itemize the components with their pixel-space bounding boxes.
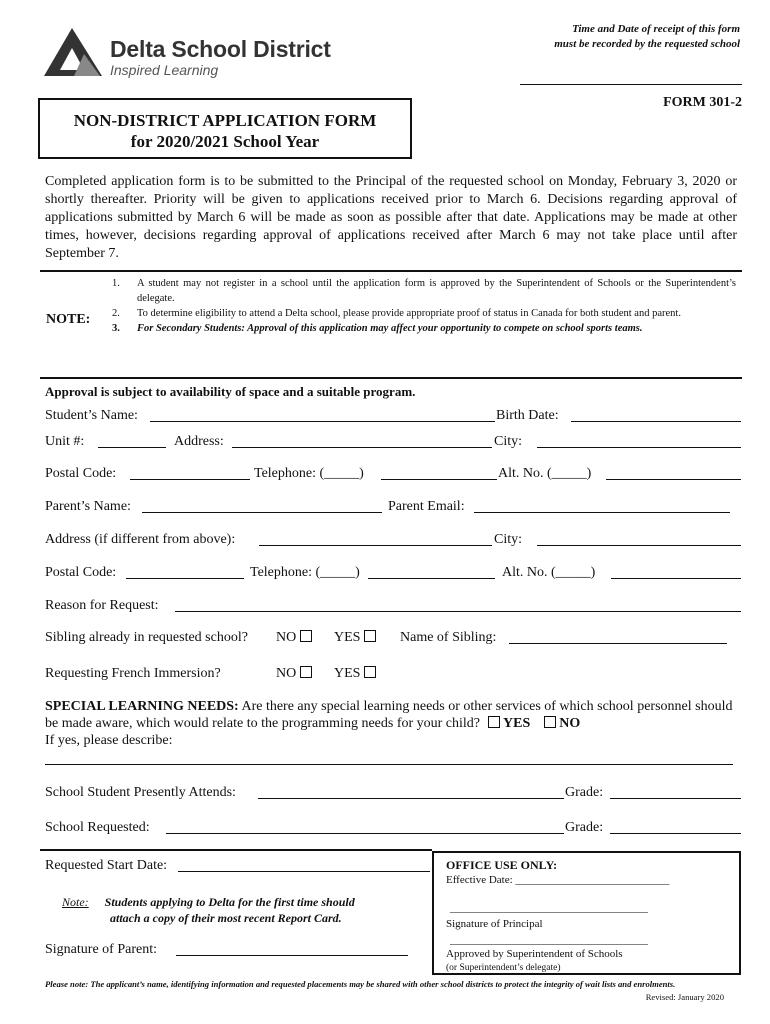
school-requested-field[interactable] [166,833,564,834]
french-no-checkbox[interactable] [300,666,312,678]
form-number: FORM 301-2 [663,95,742,110]
birth-date-label: Birth Date: [496,408,559,423]
sibling-name-field[interactable] [509,643,727,644]
alt-no2-label: Alt. No. (_____) [502,565,596,580]
delegate-label: (or Superintendent’s delegate) [446,963,561,973]
unit-label: Unit #: [45,434,85,449]
note-list [112,276,736,336]
note-label: NOTE: [46,312,91,327]
telephone-label: Telephone: (_____) [254,466,364,481]
student-name-label: Student’s Name: [45,408,138,423]
principal-signature-label: Signature of Principal [446,918,543,930]
address-field[interactable] [232,447,492,448]
special-yes-checkbox[interactable] [488,716,500,728]
postal-code2-label: Postal Code: [45,565,117,580]
approved-by-label: Approved by Superintendent of Schools [446,948,623,960]
french-no-option[interactable]: NO [276,666,312,682]
city-label: City: [494,434,523,449]
grade-label: Grade: [565,785,604,800]
revised-date: Revised: January 2020 [645,992,724,1002]
form-subtitle: for 2020/2021 School Year [130,132,320,151]
sibling-no-option[interactable]: NO [276,630,312,646]
telephone2-label: Telephone: (_____) [250,565,360,580]
address-diff-label: Address (if different from above): [45,532,236,547]
special-describe-label: If yes, please describe: [45,733,173,748]
logo-subtitle: Inspired Learning [110,62,219,78]
note-item: 3. For Secondary Students: Approval of this application may affect your opportunity to compete on school sports teams. [112,323,643,334]
french-yes-option[interactable]: YES [334,666,376,682]
alt-no-field[interactable] [606,479,741,480]
reason-label: Reason for Request: [45,598,159,613]
special-no-label: NO [559,716,581,731]
start-date-label: Requested Start Date: [45,858,168,873]
student-name-field[interactable] [150,421,495,422]
parent-name-label: Parent’s Name: [45,499,131,514]
unit-field[interactable] [98,447,166,448]
postal-code-field[interactable] [130,479,250,480]
intro-paragraph: Completed application form is to be submitted to the Principal of the requested school on Monday, February 3, 2020 or shortly thereafter. Priority will be given to applications received prior to March 6. Decisions regarding approval of applications submitted by March 6 will be made as soon as possible after that date. Applications may be made at other times, however, decisions regarding approval of applications received after March 6 may not take place until after September 7. [45,174,737,261]
form-title-box [38,98,412,159]
birth-date-field[interactable] [571,421,741,422]
start-date-field[interactable] [178,871,430,872]
parent-email-field[interactable] [474,512,730,513]
parent-email-label: Parent Email: [388,499,465,514]
sibling-yes-option[interactable]: YES [334,630,376,646]
superintendent-signature-line[interactable]: ____________________________________ [450,934,648,946]
sibling-name-label: Name of Sibling: [400,630,497,645]
grade2-label: Grade: [565,820,604,835]
effective-date-field[interactable]: Effective Date: ____________________________ [446,874,670,886]
special-needs-question: Are there any special learning needs or other services of which school personnel should be made aware, which would relate to the programming needs for your child? [45,699,733,731]
special-describe-field[interactable] [45,764,733,765]
postal-code-label: Postal Code: [45,466,117,481]
parent-signature-label: Signature of Parent: [45,942,157,957]
postal-code2-field[interactable] [126,578,244,579]
receipt-line[interactable] [520,84,742,85]
alt-no-label: Alt. No. (_____) [498,466,592,481]
reason-field[interactable] [175,611,741,612]
sibling-yes-checkbox[interactable] [364,630,376,642]
office-use-title: OFFICE USE ONLY: [446,858,558,872]
note-item: 2. To determine eligibility to attend a Delta school, please provide appropriate proof of status in Canada for both student and parent. [112,308,681,319]
divider [40,270,742,272]
french-question: Requesting French Immersion? [45,666,221,681]
parent-signature-field[interactable] [176,955,408,956]
principal-signature-line[interactable]: ____________________________________ [450,902,648,914]
city-field[interactable] [537,447,741,448]
present-school-field[interactable] [258,798,564,799]
form-title: NON-DISTRICT APPLICATION FORM [73,111,377,130]
grade2-field[interactable] [610,833,741,834]
city2-label: City: [494,532,523,547]
french-yes-checkbox[interactable] [364,666,376,678]
alt-no2-field[interactable] [611,578,741,579]
divider [40,849,432,851]
address-label: Address: [174,434,224,449]
present-school-label: School Student Presently Attends: [45,785,236,800]
city2-field[interactable] [537,545,741,546]
sibling-question: Sibling already in requested school? [45,630,248,645]
special-yes-label: YES [503,716,531,731]
note-item: 1. A student may not register in a school until the application form is approved by the Superintendent of Schools or the Superintendent’s delegate. [112,278,736,304]
parent-name-field[interactable] [142,512,382,513]
special-no-checkbox[interactable] [544,716,556,728]
logo-title: Delta School District [110,36,331,62]
address-diff-field[interactable] [259,545,492,546]
report-card-note: Note: Students applying to Delta for the first time should attach a copy of their most recent Report Card. [62,895,355,925]
district-logo-icon [44,26,104,78]
telephone2-field[interactable] [368,578,495,579]
divider [40,377,742,379]
privacy-footer-note: Please note: The applicant’s name, identifying information and requested placements may be shared with other school districts to protect the integrity of wait lists and enrolments. [45,979,676,989]
approval-notice: Approval is subject to availability of space and a suitable program. [45,384,416,399]
school-requested-label: School Requested: [45,820,150,835]
grade-field[interactable] [610,798,741,799]
sibling-no-checkbox[interactable] [300,630,312,642]
receipt-instructions: Time and Date of receipt of this form must be recorded by the requested school [554,23,740,50]
telephone-field[interactable] [381,479,497,480]
special-needs-title: SPECIAL LEARNING NEEDS: [45,699,239,714]
special-needs-section [45,698,745,749]
